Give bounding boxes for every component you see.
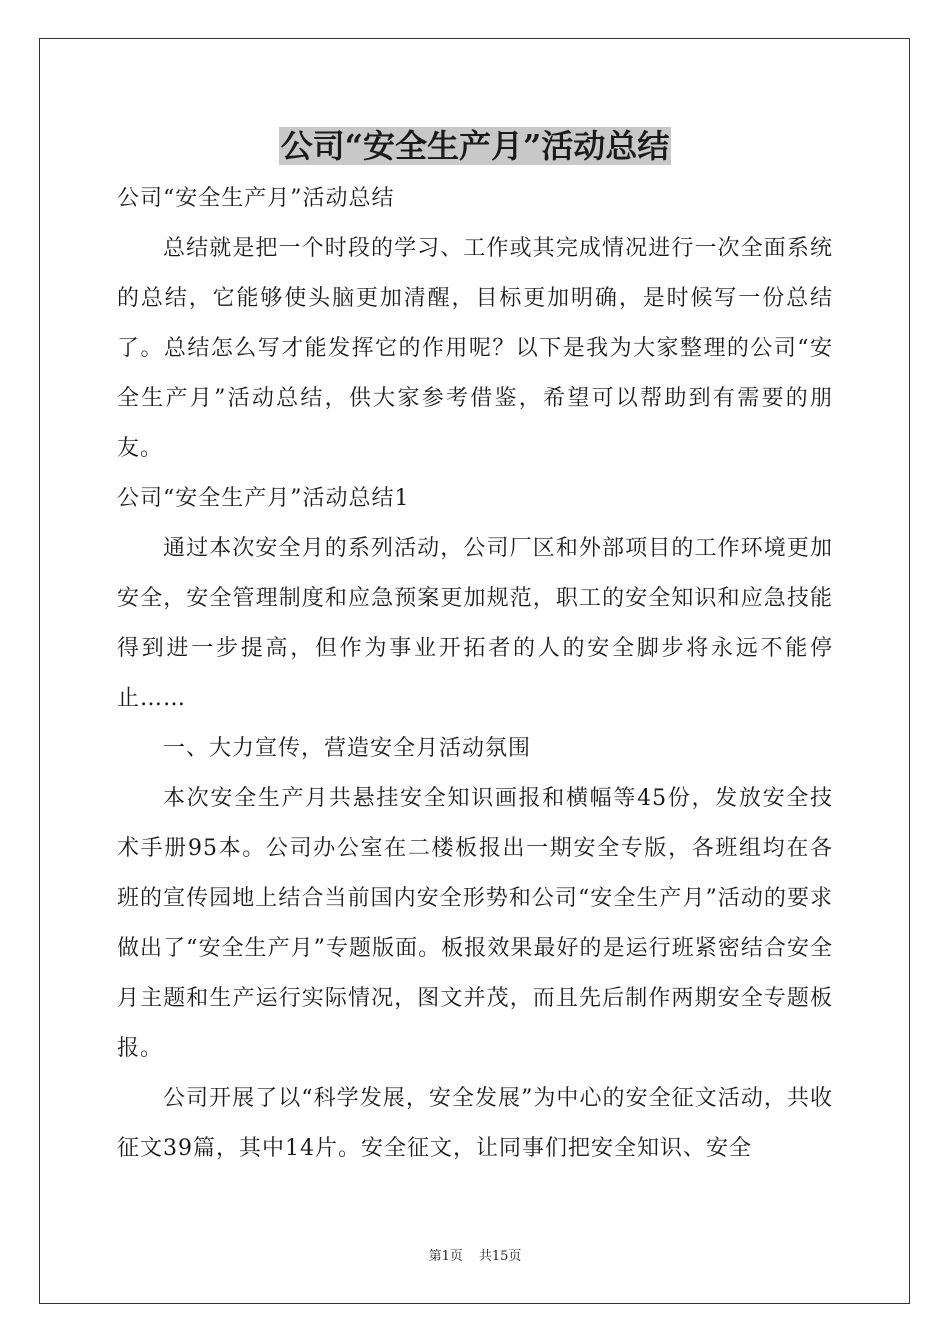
heading-1: 一、大力宣传，营造安全月活动氛围 [163, 736, 532, 761]
page-total: 共15页 [478, 1249, 522, 1264]
intro-paragraph: 总结就是把一个时段的学习、工作或其完成情况进行一次全面系统的总结，它能够使头脑更加清醒，目标更加明确，是时候写一份总结了。总结怎么写才能发挥它的作用呢？以下是我为大家整理的公司“安全生产月”活动总结，供大家参考借鉴，希望可以帮助到有需要的朋友。 [117, 236, 833, 461]
page-footer [0, 1245, 950, 1264]
page-number: 第1页 [428, 1249, 463, 1264]
document-subtitle: 公司“安全生产月”活动总结 [117, 186, 395, 211]
section-heading: 公司“安全生产月”活动总结1 [117, 486, 410, 511]
paragraph-1: 通过本次安全月的系列活动，公司厂区和外部项目的工作环境更加安全，安全管理制度和应急预案更加规范，职工的安全知识和应急技能得到进一步提高，但作为事业开拓者的人的安全脚步将永远不能停止…… [117, 536, 833, 711]
paragraph-2: 本次安全生产月共悬挂安全知识画报和横幅等45份，发放安全技术手册95本。公司办公室在二楼板报出一期安全专版，各班组均在各班的宣传园地上结合当前国内安全形势和公司“安全生产月”活动的要求做出了“安全生产月”专题版面。板报效果最好的是运行班紧密结合安全月主题和生产运行实际情况，图文并茂，而且先后制作两期安全专题板报。 [117, 786, 833, 1061]
document-title-text: 公司“安全生产月”活动总结 [280, 127, 670, 165]
document-body [117, 118, 833, 1174]
paragraph-3: 公司开展了以“科学发展，安全发展”为中心的安全征文活动，共收征文39篇，其中14片。安全征文，让同事们把安全知识、安全 [117, 1086, 833, 1161]
document-title [117, 118, 833, 174]
